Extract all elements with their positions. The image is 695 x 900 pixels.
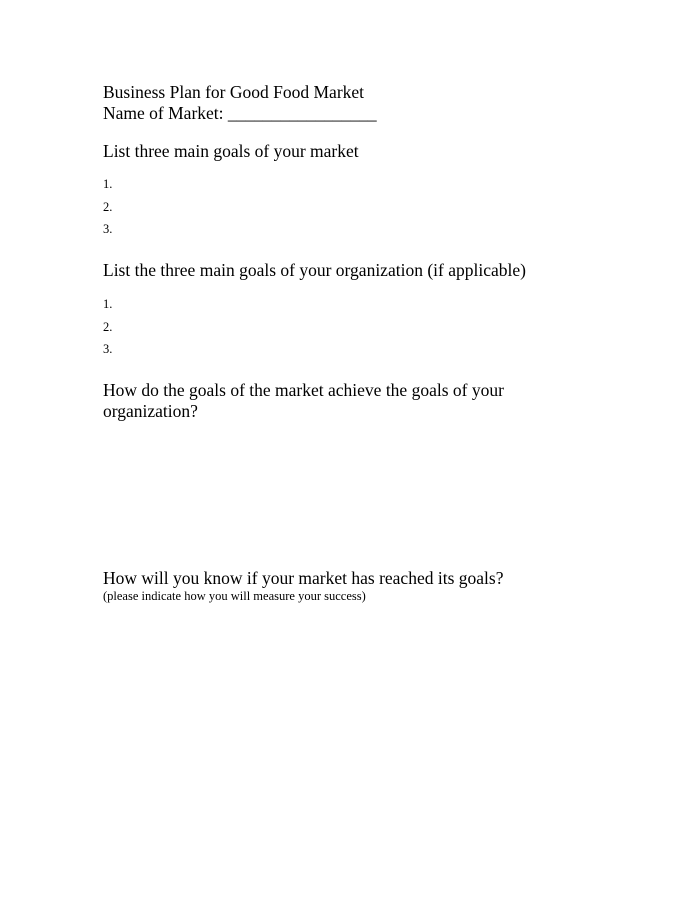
success-measure-question [103, 568, 563, 604]
title-block [103, 82, 377, 124]
success-measure-note: (please indicate how you will measure your success) [103, 589, 366, 603]
success-measure-question-text: How will you know if your market has reached its goals? [103, 568, 504, 588]
goals-alignment-question: How do the goals of the market achieve the goals of your organization? [103, 380, 504, 421]
list-item: 3. [103, 222, 113, 236]
list-item: 1. [103, 177, 113, 191]
market-name-line: Name of Market: _________________ [103, 103, 377, 123]
list-item: 2. [103, 199, 113, 214]
document-title: Business Plan for Good Food Market [103, 82, 365, 102]
market-goals-list [103, 176, 112, 244]
organization-goals-heading: List the three main goals of your organization (if applicable) [103, 260, 526, 280]
list-item: 3. [103, 342, 113, 356]
list-item: 2. [103, 319, 113, 334]
organization-goals-list [103, 296, 112, 364]
list-item: 1. [103, 297, 113, 311]
market-goals-heading: List three main goals of your market [103, 141, 359, 161]
